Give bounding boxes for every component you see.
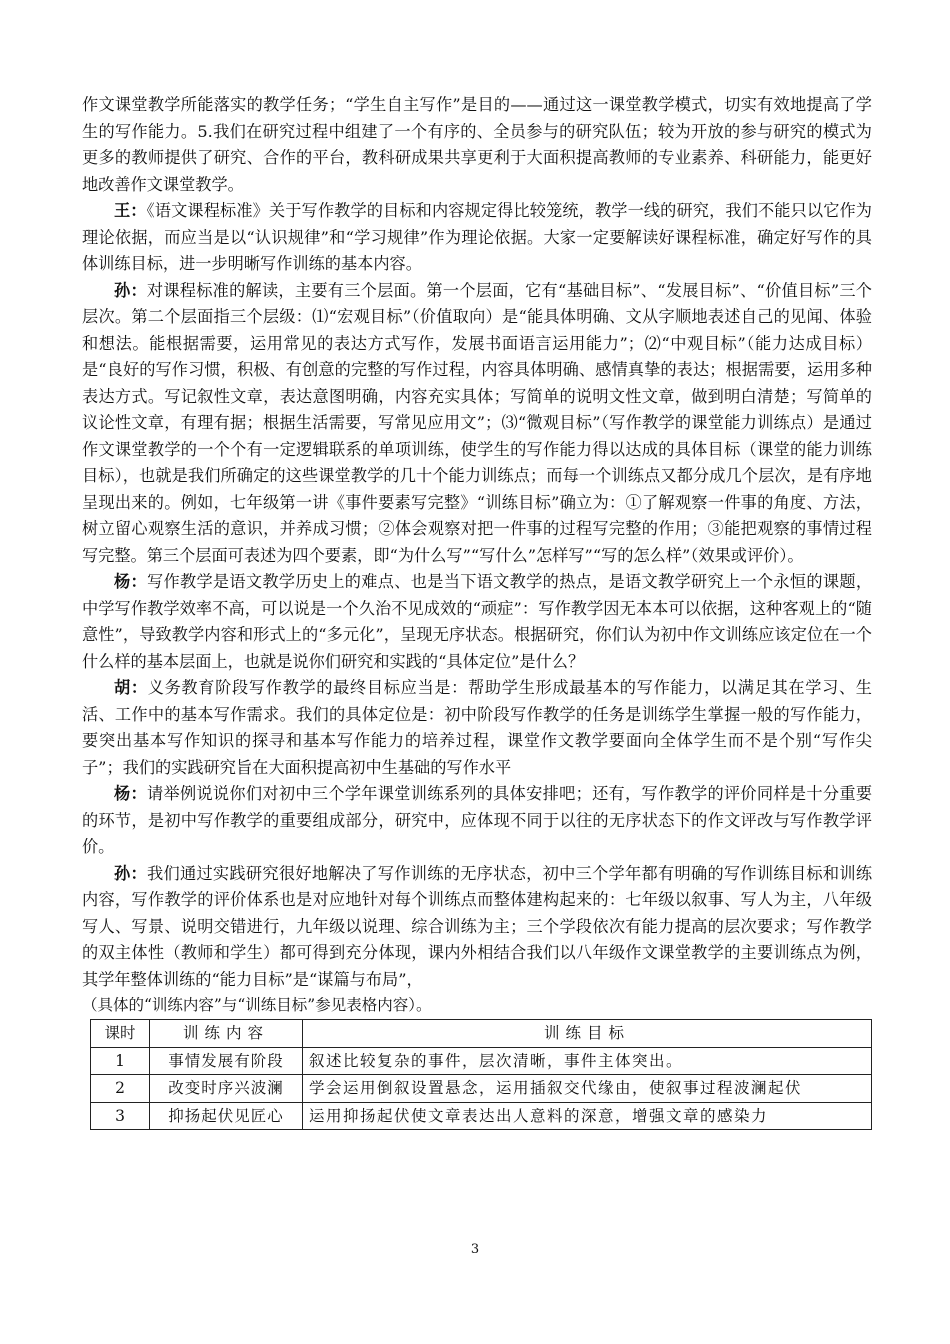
paragraph-1 <box>82 92 872 198</box>
page-body <box>82 92 872 1130</box>
speaker-label: 胡： <box>114 678 148 697</box>
training-table <box>90 1019 872 1130</box>
training-content: 抑扬起伏见匠心 <box>150 1102 303 1130</box>
paragraph-4 <box>82 569 872 675</box>
paragraph-text: 请举例说说你们对初中三个学年课堂训练系列的具体安排吧；还有，写作教学的评价同样是十分重要的环节，是初中写作教学的重要组成部分，研究中，应体现不同于以往的无序状态下的作文评改与写作教学评价。 <box>82 784 873 856</box>
paragraph-2 <box>82 198 872 278</box>
lesson-number: 1 <box>91 1047 150 1075</box>
paragraph-text: 我们通过实践研究很好地解决了写作训练的无序状态，初中三个学年都有明确的写作训练目标和训练内容，写作教学的评价体系也是对应地针对每个训练点而整体建构起来的：七年级以叙事、写人为主，八年级写人、写景、说明交错进行，九年级以说理、综合训练为主；三个学段依次有能力提高的层次要求；写作教学的双主体性（教师和学生）都可得到充分体现，课内外相结合我们以八年级作文课堂教学的主要训练点为例，其学年整体训练的“能力目标”是“谋篇与布局”， <box>82 863 873 989</box>
lesson-number: 3 <box>91 1102 150 1130</box>
training-content: 事情发展有阶段 <box>150 1047 303 1075</box>
training-target: 运用抑扬起伏使文章表达出人意料的深意，增强文章的感染力 <box>303 1102 872 1130</box>
training-target: 叙述比较复杂的事件，层次清晰，事件主体突出。 <box>303 1047 872 1075</box>
paragraph-text: 作文课堂教学所能落实的教学任务；“学生自主写作”是目的——通过这一课堂教学模式，切实有效地提高了学生的写作能力。5.我们在研究过程中组建了一个有序的、全员参与的研究队伍；较为开放的参与研究的模式为更多的教师提供了研究、合作的平台，教科研成果共享更利于大面积提高教师的专业素养、科研能力，能更好地改善作文课堂教学。 <box>82 95 872 194</box>
paragraph-6 <box>82 781 872 861</box>
training-content: 改变时序兴波澜 <box>150 1075 303 1103</box>
speaker-label: 杨： <box>114 784 147 803</box>
paragraph-5 <box>82 675 872 781</box>
paragraph-3 <box>82 278 872 570</box>
header-content: 训练内容 <box>150 1020 303 1048</box>
header-target: 训练目标 <box>303 1020 872 1048</box>
table-row <box>91 1102 872 1130</box>
lesson-number: 2 <box>91 1075 150 1103</box>
table-row <box>91 1047 872 1075</box>
paragraph-7 <box>82 861 872 994</box>
speaker-label: 孙： <box>114 863 147 883</box>
paragraph-text: 对课程标准的解读，主要有三个层面。第一个层面，它有“基础目标”、“发展目标”、“价值目标”三个层次。第二个层面指三个层级：⑴“宏观目标”（价值取向）是“能具体明确、文从字顺地表述自己的见闻、体验和想法。能根据需要，运用常见的表达方式写作，发展书面语言运用能力”；⑵“中观目标”（能力达成目标）是“良好的写作习惯，积极、有创意的完整的写作过程，内容具体明确、感情真挚的表达；根据需要，运用多种表达方式。写记叙性文章，表达意图明确，内容充实具体；写简单的说明文性文章，做到明白清楚；写简单的议论性文章，有理有据；根据生活需要，写常见应用文”；⑶“微观目标”（写作教学的课堂能力训练点）是通过作文课堂教学的一个个有一定逻辑联系的单项训练，使学生的写作能力得以达成的具体目标（课堂的能力训练目标），也就是我们所确定的这些课堂教学的几十个能力训练点；而每一个训练点又都分成几个层次，是有序地呈现出来的。例如，七年级第一讲《事件要素写完整》“训练目标”确立为：①了解观察一件事的角度、方法，树立留心观察生活的意识，并养成习惯；②体会观察对把一件事的过程写完整的作用；③能把观察的事情过程写完整。第三个层面可表述为四个要素，即“为什么写”“写什么”怎样写”“写的怎么样”（效果或评价）。 <box>82 280 872 565</box>
page-number: 3 <box>470 1242 480 1257</box>
table-caption: （具体的“训练内容”与“训练目标”参见表格内容）。 <box>82 996 432 1014</box>
paragraph-text: 写作教学是语文教学历史上的难点、也是当下语文教学的热点，是语文教学研究上一个永恒的课题，中学写作教学效率不高，可以说是一个久治不见成效的“顽症”：写作教学因无本本可以依据，这种客观上的“随意性”，导致教学内容和形式上的“多元化”，呈现无序状态。根据研究，你们认为初中作文训练应该定位在一个什么样的基本层面上，也就是说你们研究和实践的“具体定位”是什么？ <box>82 572 873 671</box>
speaker-label: 杨： <box>114 572 147 591</box>
paragraph-text: 《语文课程标准》关于写作教学的目标和内容规定得比较笼统，教学一线的研究，我们不能只以它作为理论依据，而应当是以“认识规律”和“学习规律”作为理论依据。大家一定要解读好课程标准，确定好写作的具体训练目标，进一步明晰写作训练的基本内容。 <box>82 201 872 273</box>
paragraph-text: 义务教育阶段写作教学的最终目标应当是：帮助学生形成最基本的写作能力，以满足其在学习、生活、工作中的基本写作需求。我们的具体定位是：初中阶段写作教学的任务是训练学生掌握一般的写作能力，要突出基本写作知识的探寻和基本写作能力的培养过程，课堂作文教学要面向全体学生而不是个别“写作尖子”；我们的实践研究旨在大面积提高初中生基础的写作水平 <box>82 678 872 777</box>
header-lesson: 课时 <box>91 1020 150 1048</box>
training-target: 学会运用倒叙设置悬念，运用插叙交代缘由，使叙事过程波澜起伏 <box>303 1075 872 1103</box>
speaker-label: 孙： <box>114 280 147 300</box>
table-header-row <box>91 1020 872 1048</box>
table-row <box>91 1075 872 1103</box>
speaker-label: 王： <box>114 201 147 220</box>
